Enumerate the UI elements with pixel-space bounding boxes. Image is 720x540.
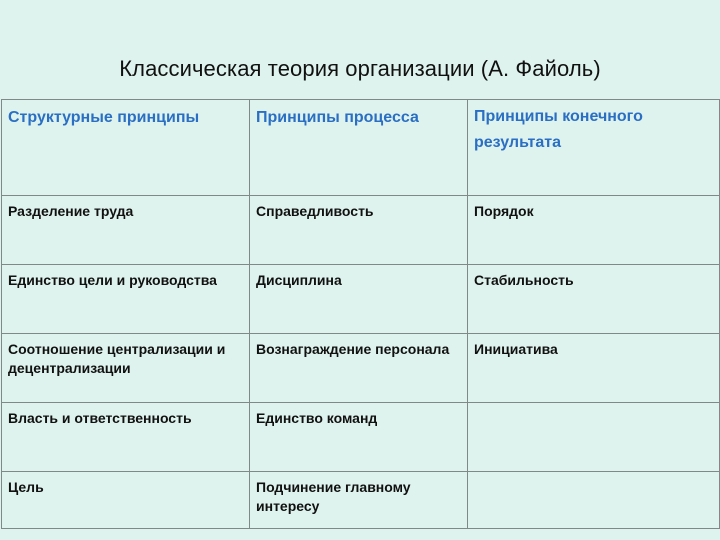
slide-title: Классическая теория организации (А. Файоль) xyxy=(119,56,601,81)
table-cell: Соотношение централизации и децентрализации xyxy=(2,334,250,403)
table-row xyxy=(2,472,720,529)
table-cell: Инициатива xyxy=(468,334,720,403)
header-structural-principles: Структурные принципы xyxy=(2,100,250,196)
table-row xyxy=(2,265,720,334)
table-cell: Цель xyxy=(2,472,250,529)
table-cell: Справедливость xyxy=(250,196,468,265)
table-cell: Подчинение главному интересу xyxy=(250,472,468,529)
table-row xyxy=(2,334,720,403)
table-cell xyxy=(468,472,720,529)
table-header-row xyxy=(2,100,720,196)
principles-table xyxy=(1,99,720,529)
table-cell: Единство команд xyxy=(250,403,468,472)
header-result-principles: Принципы конечного результата xyxy=(468,100,720,196)
table-cell: Стабильность xyxy=(468,265,720,334)
table-cell: Разделение труда xyxy=(2,196,250,265)
header-process-principles: Принципы процесса xyxy=(250,100,468,196)
table-cell xyxy=(468,403,720,472)
table-cell: Вознаграждение персонала xyxy=(250,334,468,403)
table-cell: Дисциплина xyxy=(250,265,468,334)
table-row xyxy=(2,196,720,265)
table-cell: Единство цели и руководства xyxy=(2,265,250,334)
table-row xyxy=(2,403,720,472)
table-cell: Власть и ответственность xyxy=(2,403,250,472)
table-cell: Порядок xyxy=(468,196,720,265)
